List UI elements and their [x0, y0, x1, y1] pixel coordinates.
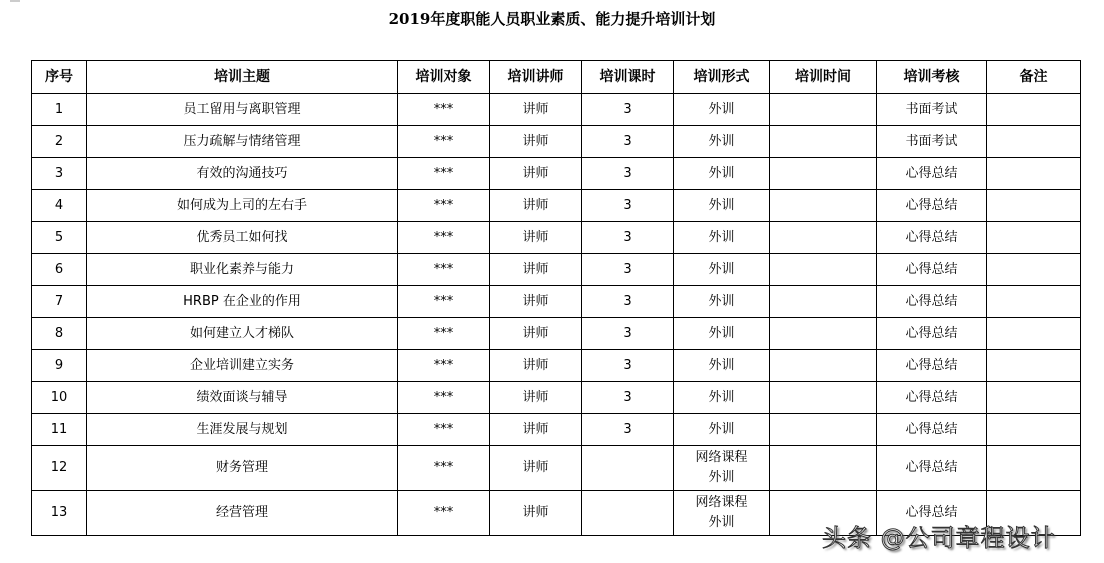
table-cell: 6	[32, 254, 87, 286]
table-cell: 讲师	[490, 158, 582, 190]
table-cell	[582, 491, 674, 536]
table-cell: 外训	[674, 286, 770, 318]
table-cell: 外训	[674, 158, 770, 190]
table-cell: 如何成为上司的左右手	[87, 190, 398, 222]
table-cell: 10	[32, 382, 87, 414]
table-cell: ***	[398, 126, 490, 158]
table-cell: 网络课程 外训	[674, 446, 770, 491]
table-row	[32, 126, 1081, 158]
table-row	[32, 414, 1081, 446]
table-cell: 外训	[674, 126, 770, 158]
table-cell: 12	[32, 446, 87, 491]
table-cell: 3	[582, 190, 674, 222]
page-title: 2019年度职能人员职业素质、能力提升培训计划	[388, 10, 716, 28]
table-cell	[770, 126, 877, 158]
table-cell: ***	[398, 286, 490, 318]
table-cell: 书面考试	[877, 126, 987, 158]
table-cell: 外训	[674, 382, 770, 414]
column-header: 培训时间	[770, 61, 877, 94]
table-cell: 外训	[674, 190, 770, 222]
table-cell: 有效的沟通技巧	[87, 158, 398, 190]
training-plan-table	[31, 60, 1081, 536]
table-cell	[770, 286, 877, 318]
table-cell: 3	[582, 414, 674, 446]
table-cell: 讲师	[490, 414, 582, 446]
table-cell: 9	[32, 350, 87, 382]
table-cell: ***	[398, 318, 490, 350]
table-cell: 心得总结	[877, 382, 987, 414]
table-cell: 讲师	[490, 126, 582, 158]
table-cell	[770, 222, 877, 254]
table-cell: 企业培训建立实务	[87, 350, 398, 382]
table-cell	[770, 190, 877, 222]
table-cell: 3	[582, 286, 674, 318]
table-cell: 外训	[674, 222, 770, 254]
table-cell: 心得总结	[877, 222, 987, 254]
table-cell: ***	[398, 446, 490, 491]
table-row	[32, 286, 1081, 318]
table-cell	[987, 350, 1081, 382]
table-cell: 3	[582, 350, 674, 382]
table-cell	[987, 254, 1081, 286]
table-cell: 3	[582, 254, 674, 286]
table-row	[32, 94, 1081, 126]
table-cell: 心得总结	[877, 414, 987, 446]
header-row	[32, 61, 1081, 94]
table-cell: 3	[582, 158, 674, 190]
table-cell: 3	[582, 318, 674, 350]
table-cell: ***	[398, 414, 490, 446]
table-cell: 讲师	[490, 382, 582, 414]
table-cell: 讲师	[490, 190, 582, 222]
table-cell	[987, 222, 1081, 254]
table-cell: 网络课程 外训	[674, 491, 770, 536]
table-cell: 外训	[674, 254, 770, 286]
table-cell: ***	[398, 382, 490, 414]
table-cell: 心得总结	[877, 190, 987, 222]
table-cell: 讲师	[490, 222, 582, 254]
table-cell: 心得总结	[877, 286, 987, 318]
watermark: 头条 @公司章程设计	[822, 524, 1056, 552]
table-cell: ***	[398, 491, 490, 536]
table-cell: 讲师	[490, 491, 582, 536]
table-cell: 3	[582, 222, 674, 254]
table-cell: 外训	[674, 350, 770, 382]
table-cell	[770, 382, 877, 414]
table-cell	[987, 446, 1081, 491]
table-cell	[770, 318, 877, 350]
table-cell: 外训	[674, 94, 770, 126]
table-cell: 3	[32, 158, 87, 190]
table-cell	[770, 94, 877, 126]
table-cell: 8	[32, 318, 87, 350]
table-cell: 经营管理	[87, 491, 398, 536]
table-cell: 心得总结	[877, 158, 987, 190]
table-cell	[987, 126, 1081, 158]
table-cell	[987, 190, 1081, 222]
table-cell	[987, 318, 1081, 350]
table-cell: 11	[32, 414, 87, 446]
table-cell: 财务管理	[87, 446, 398, 491]
table-cell: 3	[582, 382, 674, 414]
table-row	[32, 446, 1081, 491]
table-row	[32, 222, 1081, 254]
table-cell: 压力疏解与情绪管理	[87, 126, 398, 158]
table-row	[32, 190, 1081, 222]
table-cell	[987, 158, 1081, 190]
column-header: 培训主题	[87, 61, 398, 94]
table-cell: 1	[32, 94, 87, 126]
table-cell: 心得总结	[877, 254, 987, 286]
column-header: 培训讲师	[490, 61, 582, 94]
table-cell: 3	[582, 94, 674, 126]
table-cell: 5	[32, 222, 87, 254]
table-cell: 讲师	[490, 94, 582, 126]
table-row	[32, 350, 1081, 382]
table-cell	[770, 350, 877, 382]
table-cell: 外训	[674, 414, 770, 446]
table-cell: ***	[398, 158, 490, 190]
table-cell: ***	[398, 350, 490, 382]
table-cell: 讲师	[490, 350, 582, 382]
table-cell: 优秀员工如何找	[87, 222, 398, 254]
table-cell: ***	[398, 222, 490, 254]
table-cell: HRBP 在企业的作用	[87, 286, 398, 318]
table-cell: 心得总结	[877, 350, 987, 382]
table-cell: 4	[32, 190, 87, 222]
table-row	[32, 318, 1081, 350]
table-cell: 讲师	[490, 254, 582, 286]
table-cell	[770, 414, 877, 446]
table-cell: 书面考试	[877, 94, 987, 126]
column-header: 培训课时	[582, 61, 674, 94]
table-cell	[582, 446, 674, 491]
table-cell: 职业化素养与能力	[87, 254, 398, 286]
column-header: 培训对象	[398, 61, 490, 94]
table-cell	[987, 94, 1081, 126]
table-cell: 心得总结	[877, 318, 987, 350]
table-cell: 13	[32, 491, 87, 536]
table-cell	[987, 414, 1081, 446]
column-header: 备注	[987, 61, 1081, 94]
table-cell: 心得总结	[877, 491, 987, 536]
table-cell: ***	[398, 190, 490, 222]
table-cell: ***	[398, 94, 490, 126]
table-cell: 心得总结	[877, 446, 987, 491]
table-cell	[987, 382, 1081, 414]
table-cell: 员工留用与离职管理	[87, 94, 398, 126]
column-header: 培训考核	[877, 61, 987, 94]
table-row	[32, 254, 1081, 286]
table-cell: 7	[32, 286, 87, 318]
table-cell	[987, 286, 1081, 318]
table-cell: 如何建立人才梯队	[87, 318, 398, 350]
column-header: 培训形式	[674, 61, 770, 94]
table-cell: 绩效面谈与辅导	[87, 382, 398, 414]
table-cell: 讲师	[490, 446, 582, 491]
table-cell: 3	[582, 126, 674, 158]
table-cell	[770, 446, 877, 491]
table-cell: 讲师	[490, 318, 582, 350]
table-row	[32, 158, 1081, 190]
table-cell: 讲师	[490, 286, 582, 318]
corner-mark	[10, 0, 20, 2]
table-row	[32, 382, 1081, 414]
column-header: 序号	[32, 61, 87, 94]
table-cell	[770, 158, 877, 190]
table-cell: 2	[32, 126, 87, 158]
table-cell: 外训	[674, 318, 770, 350]
table-cell: 生涯发展与规划	[87, 414, 398, 446]
table-cell: ***	[398, 254, 490, 286]
table-cell	[770, 254, 877, 286]
